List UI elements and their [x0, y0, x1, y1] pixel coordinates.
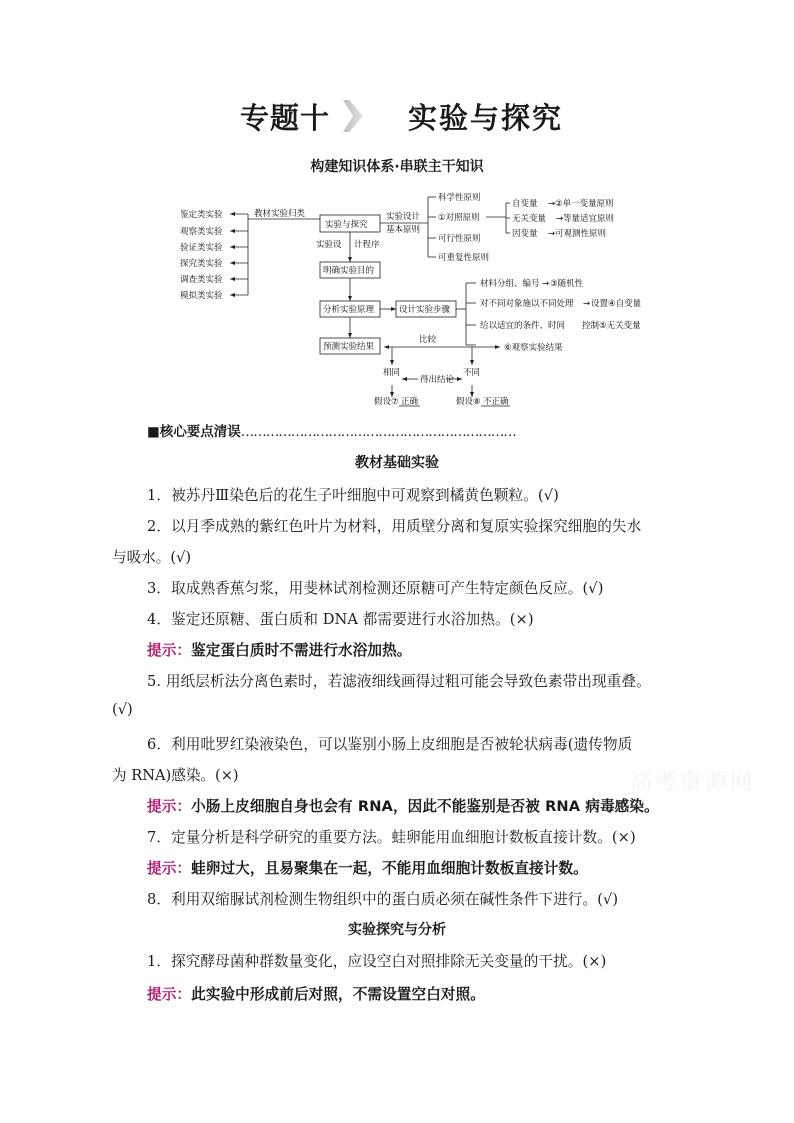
subsection-title: 实验探究与分析 [348, 922, 446, 938]
section-heading-dots: ………………………………………………………… [240, 424, 516, 440]
diagram-design-steps-box: 设计实验步骤 [399, 305, 451, 315]
hint-label: 提示： [147, 798, 192, 815]
hint-line [147, 639, 412, 660]
diagram-step-line: 对不同对象施以不同处理 [480, 299, 574, 309]
diagram-conclusion: 得出结论 [420, 375, 455, 385]
item-text: 2．以月季成熟的紫红色叶片为材料，用质壁分离和复原实验探究细胞的失水 [147, 518, 642, 535]
diagram-program-label: 实验设 [316, 240, 342, 250]
knowledge-diagram [170, 185, 670, 410]
diagram-principle: 科学性原则 [438, 193, 481, 203]
diagram-hyp-correct: 正确 [401, 397, 419, 407]
hint-line [147, 857, 588, 878]
diagram-left-item: 鉴定类实验 [180, 210, 223, 220]
diagram-variable: 等量适宜原则 [563, 214, 615, 224]
page-subtitle: 构建知识体系·串联主干知识 [310, 159, 484, 175]
hint-line [147, 795, 659, 816]
diagram-principle: 可行性原则 [438, 234, 481, 244]
hint-label: 提示： [147, 642, 192, 659]
item-text: 6．利用吡罗红染液染色，可以鉴别小肠上皮细胞是否被轮状病毒(遗传物质 [147, 736, 633, 753]
chapter-topic: 实验与探究 [408, 101, 564, 135]
item-text: 1．被苏丹Ⅲ染色后的花生子叶细胞中可观察到橘黄色颗粒。(√) [147, 487, 559, 504]
item-text: 5. 用纸层析法分离色素时，若滤液细线画得过粗可能会导致色素带出现重叠。 [147, 673, 651, 690]
chevron-right-icon [343, 100, 363, 132]
item-text: 与吸水。(√) [112, 549, 192, 566]
diagram-left-item: 观察类实验 [180, 227, 223, 237]
diagram-step-box: 明确实验目的 [323, 266, 375, 276]
hint-label: 提示： [147, 986, 192, 1003]
diagram-compare: 比较 [419, 335, 437, 345]
diagram-program-label: 计程序 [354, 240, 380, 250]
chapter-number: 专题十 [240, 101, 331, 135]
chapter-title [0, 96, 794, 140]
diagram-left-item: 探究类实验 [180, 259, 223, 269]
diagram-principle: ①对照原则 [438, 213, 480, 223]
svg-text:→: → [556, 214, 564, 224]
svg-text:→: → [542, 279, 550, 289]
diagram-variable: 可观测性原则 [555, 229, 607, 239]
svg-text:→: → [548, 229, 556, 239]
diagram-step-line: ③随机性 [550, 279, 584, 289]
diagram-step-line: 设置④自变量 [591, 299, 642, 309]
diagram-variable: ②单一变量原则 [555, 199, 614, 209]
item-text: (√) [112, 701, 133, 718]
diagram-left-item: 验证类实验 [180, 243, 223, 253]
diagram-step-line: 给以适宜的条件、时间 [480, 321, 566, 331]
hint-text: 鉴定蛋白质时不需进行水浴加热。 [191, 642, 412, 659]
watermark: 高考资源网 [630, 770, 756, 795]
diagram-observe: ⑥观察实验结果 [504, 343, 563, 353]
hint-label: 提示： [147, 860, 192, 877]
item-text: 3．取成熟香蕉匀浆，用斐林试剂检测还原糖可产生特定颜色反应。(√) [147, 580, 604, 597]
item-text: 8．利用双缩脲试剂检测生物组织中的蛋白质必须在碱性条件下进行。(√) [147, 891, 619, 908]
svg-text:→: → [583, 299, 591, 309]
section-heading [147, 420, 516, 440]
diagram-variable: 因变量 [512, 229, 538, 239]
diagram-design-label: 实验设计 [386, 212, 421, 222]
diagram-variable: 自变量 [512, 199, 538, 209]
diagram-step-box: 预测实验结果 [323, 342, 375, 352]
item-text: 7．定量分析是科学研究的重要方法。蛙卵能用血细胞计数板直接计数。(×) [147, 829, 636, 846]
diagram-textbook-label: 教材实验归类 [254, 209, 306, 219]
diagram-step-box: 分析实验原理 [323, 305, 375, 315]
diagram-same: 相同 [383, 368, 401, 378]
diagram-hyp-wrong: 不正确 [483, 397, 509, 407]
diagram-left-item: 模拟类实验 [180, 291, 223, 301]
section-heading-text: ■核心要点清误 [147, 424, 241, 440]
diagram-design-label: 基本原则 [386, 225, 421, 235]
diagram-principle: 可重复性原则 [438, 253, 490, 263]
diagram-step-line: 材料分组、编号 [480, 279, 540, 289]
diagram-different: 不同 [463, 368, 481, 378]
diagram-step-line: 控制⑤无关变量 [582, 321, 641, 331]
item-text: 为 RNA)感染。(×) [112, 767, 239, 784]
diagram-variable: 无关变量 [512, 214, 547, 224]
diagram-hyp-correct-prefix: 假设⑦ [374, 397, 399, 407]
subsection-title: 教材基础实验 [355, 455, 439, 471]
hint-text: 此实验中形成前后对照，不需设置空白对照。 [191, 986, 485, 1003]
svg-text:→: → [548, 199, 556, 209]
hint-line [147, 983, 485, 1004]
diagram-hyp-wrong-prefix: 假设⑧ [456, 397, 481, 407]
hint-text: 蛙卵过大，且易聚集在一起，不能用血细胞计数板直接计数。 [191, 860, 588, 877]
item-text: 4．鉴定还原糖、蛋白质和 DNA 都需要进行水浴加热。(×) [147, 611, 534, 628]
item-text: 1．探究酵母菌种群数量变化，应设空白对照排除无关变量的干扰。(×) [147, 953, 607, 970]
hint-text: 小肠上皮细胞自身也会有 RNA，因此不能鉴别是否被 RNA 病毒感染。 [191, 798, 659, 815]
diagram-left-item: 调查类实验 [180, 275, 223, 285]
diagram-center-box: 实验与探究 [325, 220, 368, 230]
